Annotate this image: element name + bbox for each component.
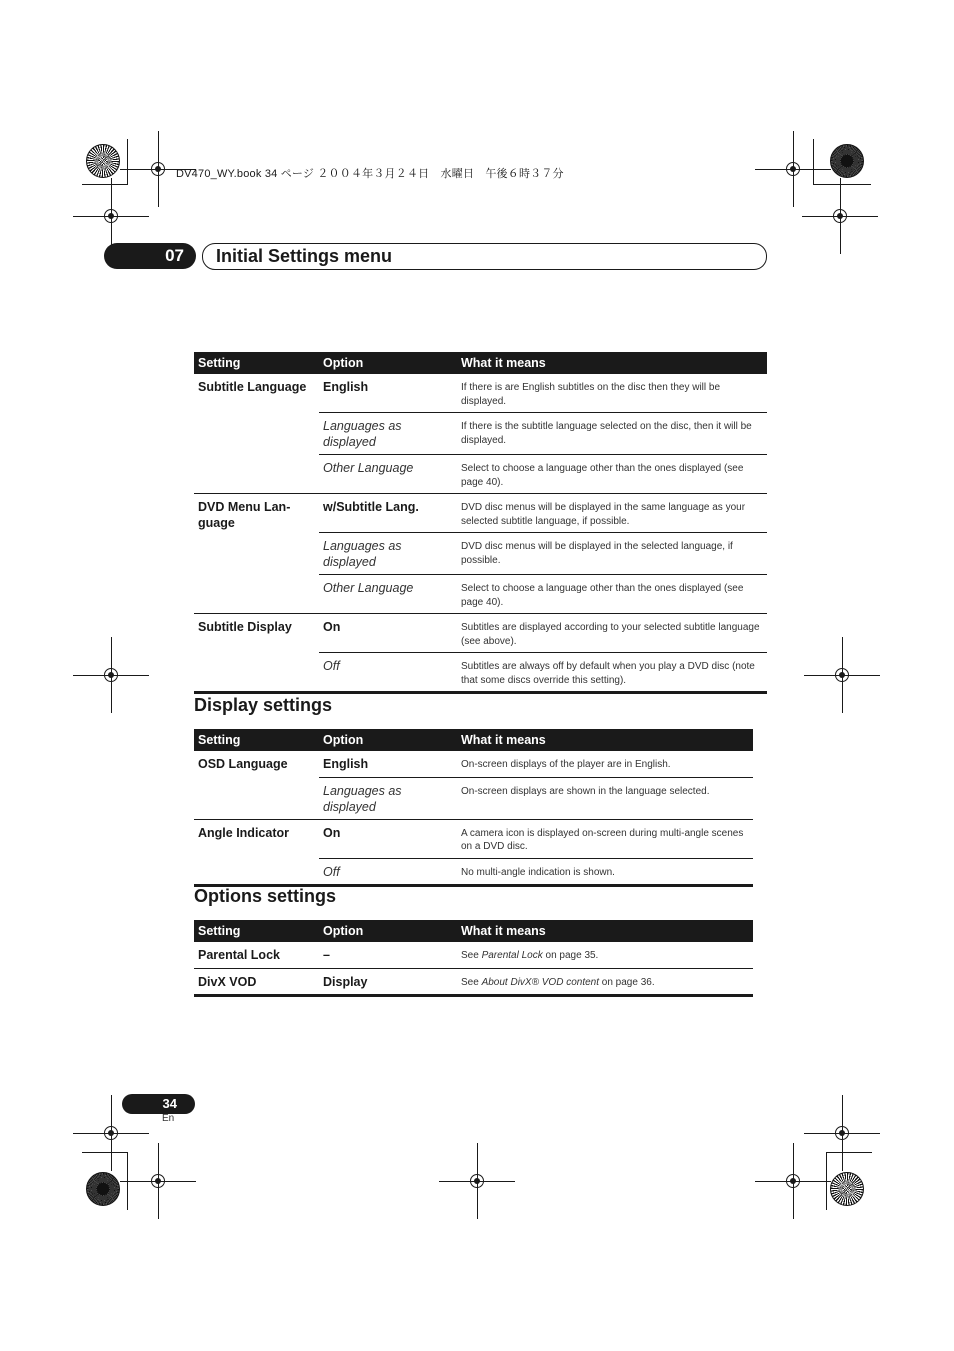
table-row: [194, 819, 753, 858]
setting-name: Angle Indicator: [194, 819, 319, 885]
option-value: English: [319, 374, 457, 413]
section-title-display: Display settings: [194, 695, 333, 715]
header-option: Option: [319, 729, 457, 751]
option-description: Subtitles are always off by default when you play a DVD disc (note that some discs override this setting).: [457, 653, 767, 693]
setting-name: Subtitle Language: [198, 380, 307, 394]
crop-line: [813, 184, 871, 185]
crop-line: [127, 139, 128, 185]
option-value: Languages as displayed: [319, 533, 457, 575]
registration-mark-icon: [830, 206, 850, 226]
registration-mark-icon: [101, 665, 121, 685]
registration-mark-icon: [832, 1123, 852, 1143]
option-value: Languages as displayed: [319, 413, 457, 455]
crop-line: [813, 139, 814, 185]
header-setting: Setting: [194, 920, 319, 942]
option-description: If there is are English subtitles on the disc then they will be displayed.: [457, 374, 767, 413]
option-description: DVD disc menus will be displayed in the same language as your selected subtitle language, if possible.: [457, 494, 767, 533]
options-settings-table: [194, 920, 753, 997]
subtitle-settings-table: [194, 352, 767, 694]
option-description: No multi-angle indication is shown.: [457, 858, 753, 885]
table-row: [194, 751, 753, 777]
page-reference: Parental Lock: [481, 950, 543, 961]
option-value: Off: [319, 653, 457, 693]
option-value: Other Language: [323, 581, 414, 595]
option-description: [457, 968, 753, 995]
option-description: [457, 942, 753, 968]
option-value: English: [319, 751, 457, 777]
crop-line: [82, 184, 128, 185]
section-title-options: Options settings: [194, 886, 337, 906]
description-text: on page 36.: [599, 976, 655, 988]
registration-mark-icon: [783, 1171, 803, 1191]
page-reference: About DivX® VOD content: [481, 976, 599, 988]
table-row: [194, 942, 753, 968]
option-description: On-screen displays are shown in the language selected.: [461, 785, 710, 797]
header-option: Option: [319, 920, 457, 942]
option-value: Display: [319, 968, 457, 995]
option-description: Subtitles are displayed according to your selected subtitle language (see above).: [457, 614, 767, 653]
crop-line: [826, 1152, 872, 1153]
description-text: See: [461, 976, 482, 988]
registration-mark-icon: [783, 159, 803, 179]
page-number: 34: [122, 1094, 195, 1114]
header-setting: Setting: [194, 729, 319, 751]
table-header-row: [194, 352, 767, 374]
option-description: Select to choose a language other than the ones displayed (see page 40).: [461, 463, 744, 488]
header-setting: Setting: [194, 352, 319, 374]
description-text: See: [461, 950, 482, 961]
print-slug: DV470_WY.book 34 ページ ２００４年３月２４日 水曜日 午後６時３７分: [176, 168, 564, 180]
crop-star-icon: [86, 1172, 120, 1206]
setting-name: OSD Language: [198, 757, 288, 771]
option-value: Other Language: [323, 461, 414, 475]
option-value: w/Subtitle Lang.: [319, 494, 457, 533]
option-description: Select to choose a language other than the ones displayed (see page 40).: [461, 583, 744, 608]
crop-star-icon: [830, 144, 864, 178]
option-value: Languages as displayed: [323, 783, 402, 814]
option-description: On-screen displays of the player are in English.: [457, 751, 753, 777]
option-value: –: [319, 942, 457, 968]
table-header-row: [194, 729, 753, 751]
description-text: on page 35.: [542, 950, 599, 961]
crop-line: [82, 1152, 128, 1153]
table-row: [194, 614, 767, 653]
page-language: En: [162, 1113, 175, 1124]
registration-mark-icon: [832, 665, 852, 685]
chapter-title: Initial Settings menu: [216, 246, 393, 266]
option-value: On: [319, 614, 457, 653]
option-value: On: [319, 819, 457, 858]
setting-name: DivX VOD: [194, 968, 319, 995]
table-row: [194, 968, 753, 995]
option-description: DVD disc menus will be displayed in the selected language, if possible.: [457, 533, 767, 575]
table-header-row: [194, 920, 753, 942]
registration-mark-icon: [467, 1171, 487, 1191]
setting-name: Parental Lock: [194, 942, 319, 968]
header-meaning: What it means: [457, 352, 767, 374]
crop-star-icon: [86, 144, 120, 178]
registration-mark-icon: [148, 159, 168, 179]
header-meaning: What it means: [457, 920, 753, 942]
option-description: If there is the subtitle language selected on the disc, then it will be displayed.: [457, 413, 767, 455]
display-settings-table: [194, 729, 753, 887]
table-row: [194, 494, 767, 533]
option-value: Off: [319, 858, 457, 885]
registration-mark-icon: [101, 1123, 121, 1143]
registration-mark-icon: [101, 206, 121, 226]
setting-name: Subtitle Display: [194, 614, 319, 693]
registration-mark-icon: [148, 1171, 168, 1191]
crop-star-icon: [830, 1172, 864, 1206]
option-description: A camera icon is displayed on-screen during multi-angle scenes on a DVD disc.: [457, 819, 753, 858]
header-option: Option: [319, 352, 457, 374]
header-meaning: What it means: [457, 729, 753, 751]
setting-name: DVD Menu Lan-guage: [194, 494, 319, 614]
table-row: [194, 374, 767, 413]
chapter-number: 07: [104, 243, 196, 269]
